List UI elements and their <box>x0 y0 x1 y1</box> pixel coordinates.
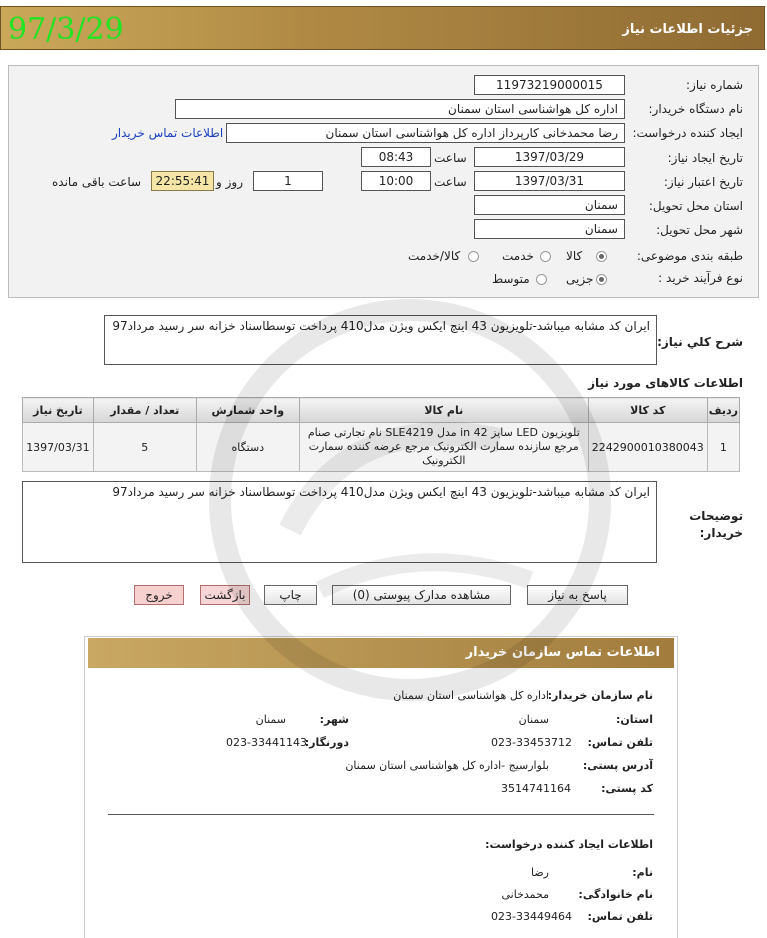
contact-fax-value: 023-33441143 <box>226 736 307 749</box>
purchase-radio-medium[interactable] <box>536 272 547 286</box>
col-row: ردیف <box>707 398 739 423</box>
table-header-row <box>23 398 740 423</box>
validity-date-field: 1397/03/31 <box>474 171 625 191</box>
contact-divider <box>108 814 654 815</box>
requester-field: رضا محمدخانی کارپرداز اداره کل هواشناسی استان سمنان <box>226 123 625 143</box>
contact-province-value: سمنان <box>518 713 549 726</box>
validity-time-label: ساعت <box>434 175 467 189</box>
created-date-field: 1397/03/29 <box>474 147 625 167</box>
creator-phone-label: تلفن تماس: <box>587 910 653 923</box>
category-label: طبقه بندی موضوعی: <box>636 249 743 263</box>
summary-label: شرح کلي نیاز: <box>657 335 743 349</box>
attachments-button[interactable]: مشاهده مدارک پیوستی (0) <box>332 585 511 605</box>
cell-qty: 5 <box>93 423 196 472</box>
buyer-notes-label: توضیحات خریدار: <box>689 509 743 540</box>
created-time-label: ساعت <box>434 151 467 165</box>
contact-city-label: شهر: <box>319 713 349 726</box>
created-date-label: تاریخ ایجاد نیاز: <box>667 151 743 165</box>
items-table <box>22 397 740 472</box>
cell-code: 2242900010380043 <box>588 423 707 472</box>
creator-section-title: اطلاعات ایجاد کننده درخواست: <box>485 838 653 851</box>
created-time-field: 08:43 <box>361 147 431 167</box>
days-label: روز و <box>216 175 243 189</box>
creator-name-label: نام: <box>632 866 653 879</box>
contact-fax-label: دورنگار: <box>304 736 349 749</box>
creator-family-value: محمدخانی <box>501 888 549 901</box>
col-unit: واحد شمارش <box>196 398 299 423</box>
contact-phone-label: تلفن تماس: <box>587 736 653 749</box>
city-field: سمنان <box>474 219 625 239</box>
col-code: کد کالا <box>588 398 707 423</box>
category-service-label: خدمت <box>502 249 534 263</box>
cell-name: تلویزیون LED سایز 42 in مدل SLE4219 نام تجارتی صنام مرجع سازنده سمارت الکترونیک مرجع عرضه کننده سمارت الکترونیک <box>299 423 588 472</box>
contact-org-value: اداره کل هواشناسی استان سمنان <box>393 689 549 702</box>
exit-button[interactable]: خروج <box>134 585 184 605</box>
remaining-time-field: 22:55:41 <box>151 171 214 191</box>
validity-time-field: 10:00 <box>361 171 431 191</box>
radio-icon <box>536 274 547 285</box>
contact-postal-value: 3514741164 <box>501 782 571 795</box>
province-field: سمنان <box>474 195 625 215</box>
reply-button[interactable]: پاسخ به نیاز <box>527 585 628 605</box>
col-date: تاریخ نیاز <box>23 398 94 423</box>
back-button[interactable]: بازگشت <box>200 585 250 605</box>
radio-icon <box>540 251 551 262</box>
remaining-days-field: 1 <box>253 171 323 191</box>
contact-org-label: نام سازمان خریدار: <box>547 689 653 702</box>
buyer-notes-textarea: ایران کد مشابه میباشد-تلویزیون 43 اینچ ایکس ویژن مدل410 پرداخت توسطاسناد خزانه سر رسید مرداد97 <box>22 481 657 563</box>
buyer-contact-link[interactable]: اطلاعات تماس خریدار <box>112 126 224 140</box>
creator-name-value: رضا <box>530 866 549 879</box>
contact-city-value: سمنان <box>255 713 286 726</box>
radio-icon <box>468 251 479 262</box>
creator-phone-value: 023-33449464 <box>491 910 572 923</box>
category-radio-goods[interactable] <box>596 249 607 263</box>
creator-family-label: نام خانوادگی: <box>578 888 653 901</box>
requester-label: ایجاد کننده درخواست: <box>632 126 743 140</box>
summary-textarea: ایران کد مشابه میباشد-تلویزیون 43 اینچ ایکس ویژن مدل410 پرداخت توسطاسناد خزانه سر رسید مرداد97 <box>104 315 657 365</box>
col-name: نام کالا <box>299 398 588 423</box>
cell-row: 1 <box>707 423 739 472</box>
purchase-minor-label: جزیی <box>566 272 594 286</box>
contact-province-label: استان: <box>616 713 653 726</box>
radio-selected-icon <box>596 251 607 262</box>
validity-date-label: تاریخ اعتبار نیاز: <box>663 175 743 189</box>
need-number-label: شماره نیاز: <box>686 78 743 92</box>
header-date: 97/3/29 <box>8 12 124 47</box>
contact-address-label: آدرس پستی: <box>582 759 653 772</box>
buyer-org-label: نام دستگاه خریدار: <box>648 102 743 116</box>
contact-postal-label: کد پستی: <box>601 782 653 795</box>
category-goods-label: کالا <box>566 249 583 263</box>
contact-phone-value: 023-33453712 <box>491 736 572 749</box>
city-label: شهر محل تحویل: <box>656 223 743 237</box>
contact-address-value: بلوارسیج -اداره کل هواشناسی استان سمنان <box>345 759 549 772</box>
contact-card-title: اطلاعات تماس سازمان خریدار <box>88 638 674 668</box>
purchase-type-label: نوع فرآیند خرید : <box>658 271 743 285</box>
print-button[interactable]: چاپ <box>264 585 317 605</box>
items-section-title: اطلاعات کالاهای مورد نیاز <box>588 376 743 390</box>
radio-selected-icon <box>596 274 607 285</box>
need-number-field: 1197321900001‎5 <box>474 75 625 95</box>
cell-unit: دستگاه <box>196 423 299 472</box>
purchase-medium-label: متوسط <box>492 272 530 286</box>
page-title: جزئیات اطلاعات نیاز <box>622 22 753 37</box>
category-radio-both[interactable] <box>468 249 479 263</box>
category-radio-service[interactable] <box>540 249 551 263</box>
buyer-org-field: اداره کل هواشناسی استان سمنان <box>175 99 625 119</box>
province-label: استان محل تحویل: <box>648 199 743 213</box>
remaining-label: ساعت باقی مانده <box>52 175 142 189</box>
category-both-label: کالا/خدمت <box>408 249 461 263</box>
table-row <box>23 423 740 472</box>
purchase-radio-minor[interactable] <box>596 272 607 286</box>
col-qty: تعداد / مقدار <box>93 398 196 423</box>
cell-date: 1397/03/31 <box>23 423 94 472</box>
